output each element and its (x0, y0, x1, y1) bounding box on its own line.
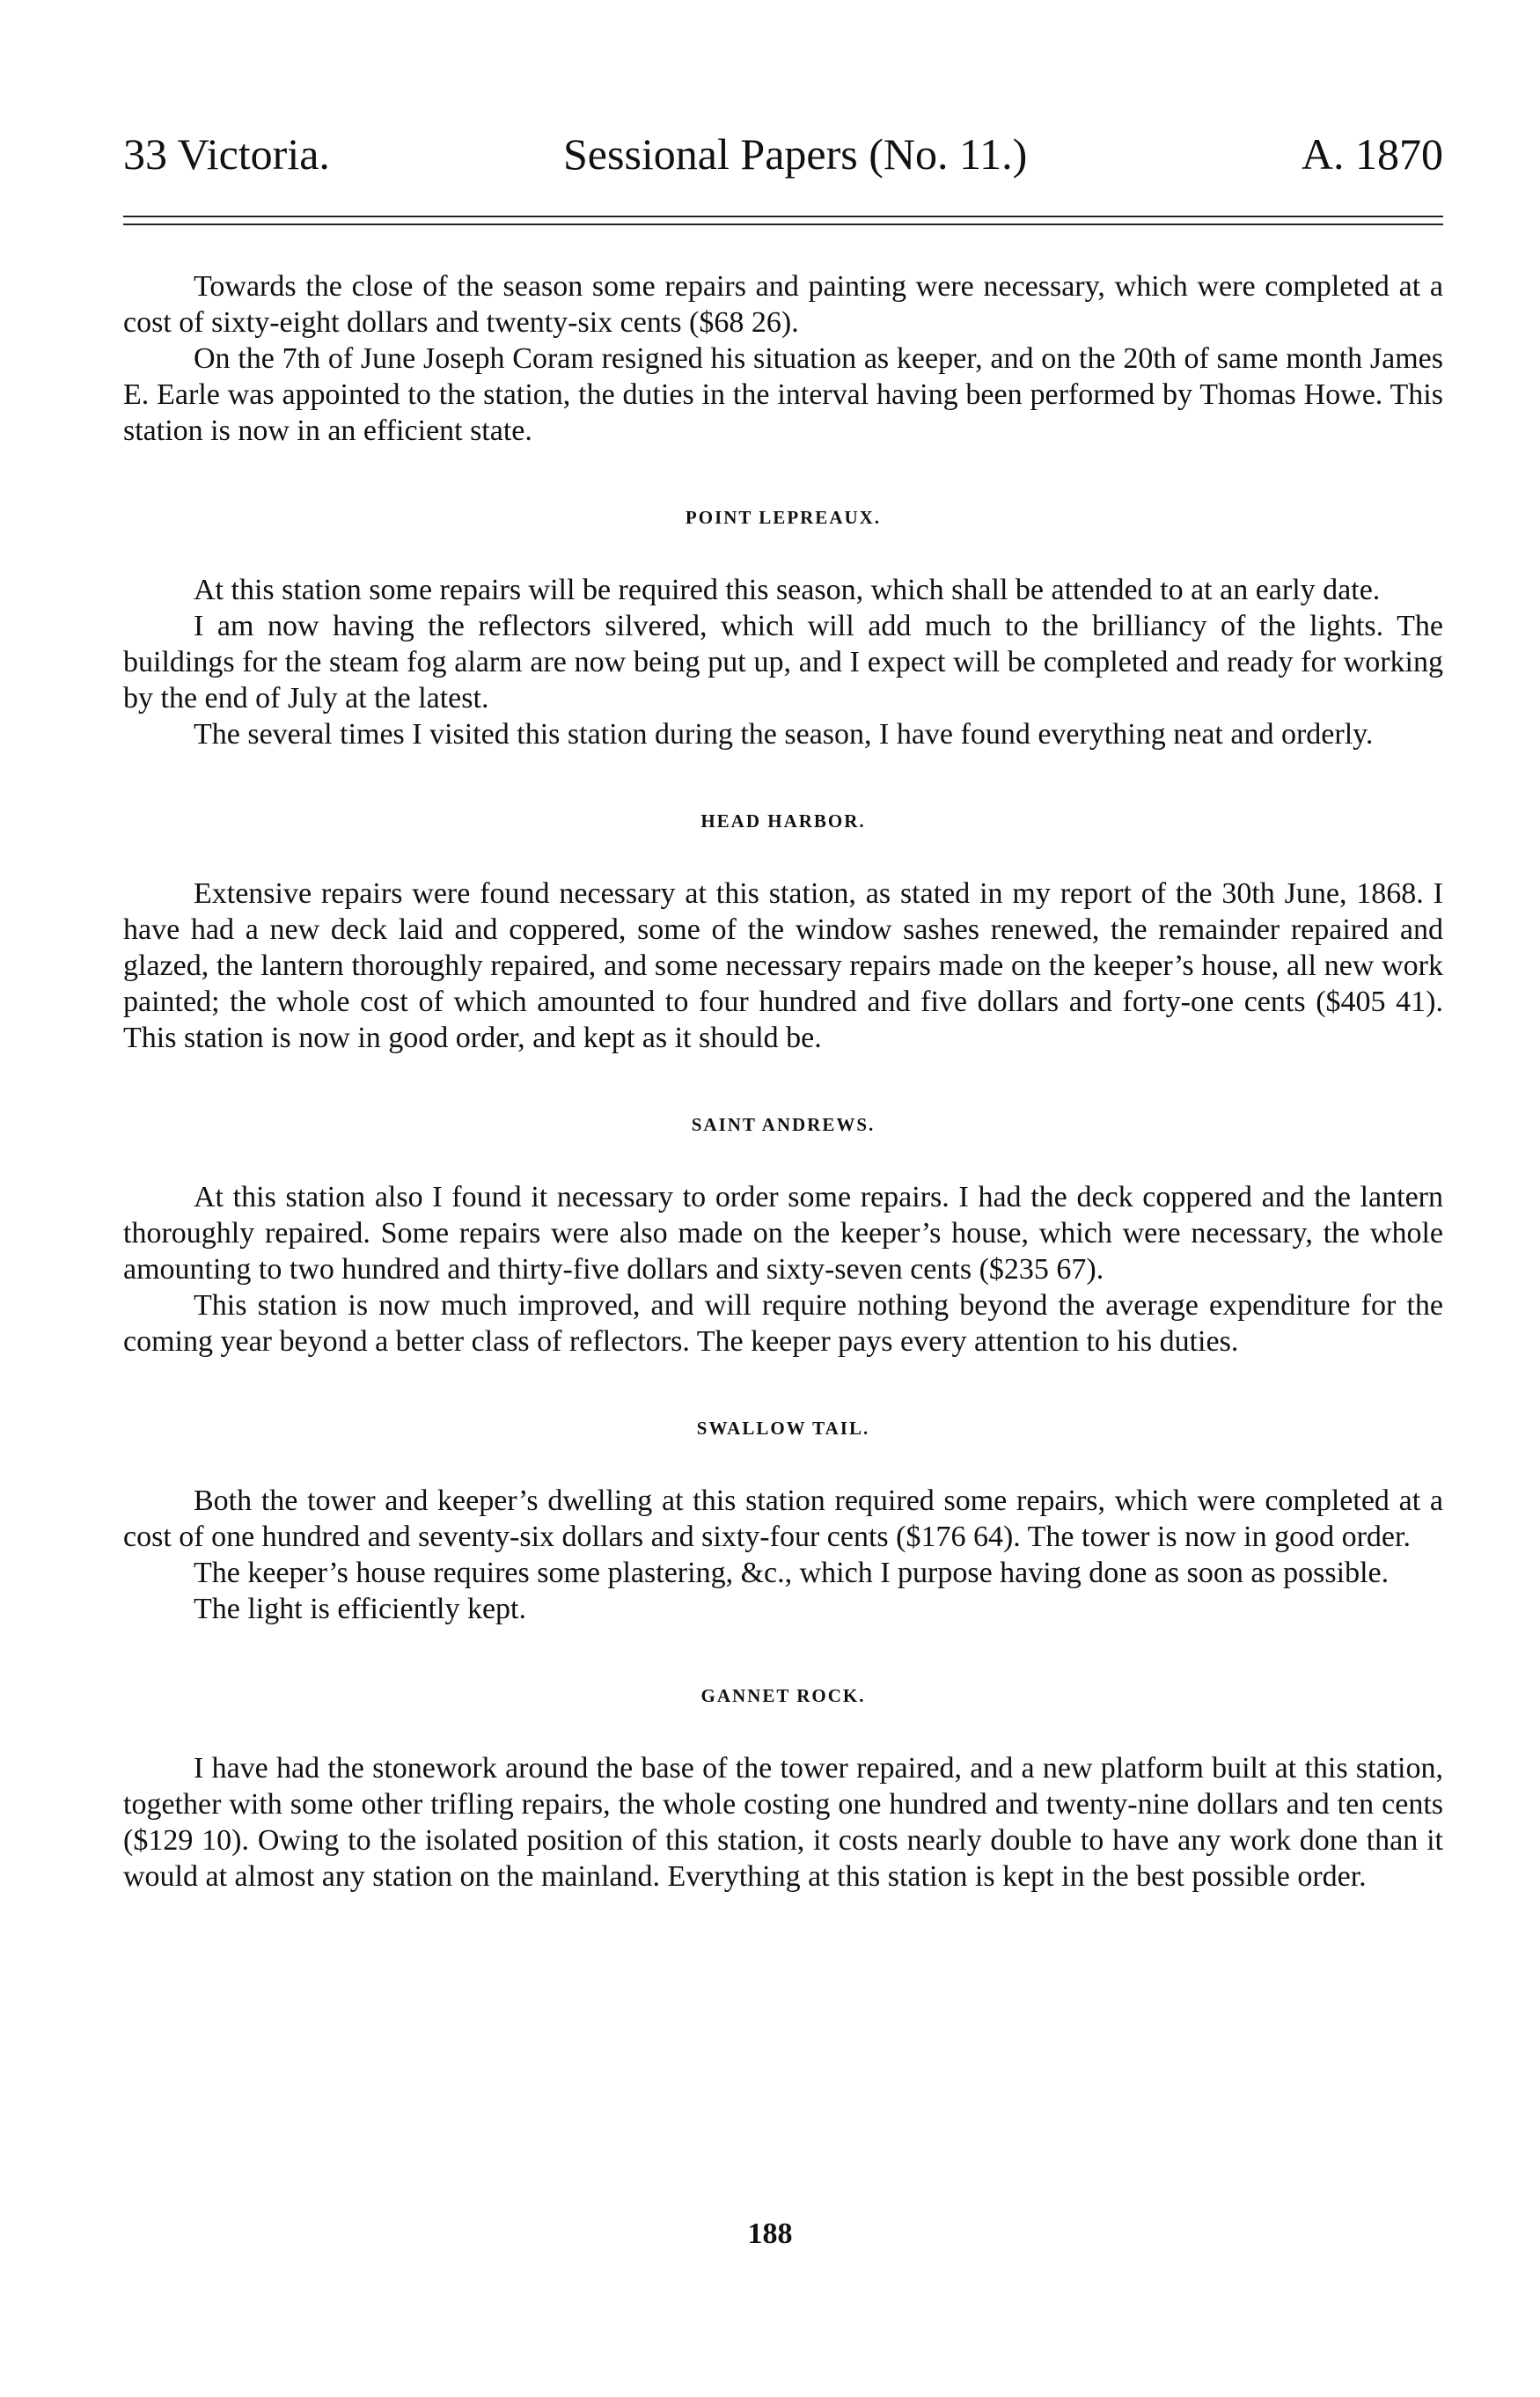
paragraph: The light is efficiently kept. (194, 1593, 527, 1625)
section-saint-andrews (123, 1112, 1443, 1360)
section-heading: SWALLOW TAIL. (696, 1418, 870, 1439)
page-number: 188 (747, 2217, 793, 2250)
header-title: Sessional Papers (No. 11.) (563, 129, 1028, 179)
section-swallow-tail (123, 1416, 1443, 1627)
paragraph: On the 7th of June Joseph Coram resigned his situation as keeper, and on the 20th of same month James E. Earle was appointed to the station, the duties in the interval having been performed by Thomas Howe. This station is now in an efficient state. (123, 342, 1443, 447)
section-gannet-rock (123, 1683, 1443, 1895)
header-rule-bottom (123, 224, 1443, 225)
section-heading: SAINT ANDREWS. (691, 1114, 876, 1135)
section-point-lepreaux (123, 505, 1443, 752)
section-heading: GANNET ROCK. (700, 1685, 866, 1706)
header-rule-top (123, 216, 1443, 217)
paragraph: At this station also I found it necessary to order some repairs. I had the deck coppered and the lantern thoroughly repaired. Some repairs were also made on the keeper’s house, which were necessary, the whole amounting to two hundred and thirty-five dollars and sixty-seven cents ($235 67). (123, 1181, 1443, 1286)
intro-section (123, 268, 1443, 449)
section-head-harbor (123, 809, 1443, 1056)
paragraph: This station is now much improved, and will require nothing beyond the average expenditure for the coming year beyond a better class of reflectors. The keeper pays every attention to his duties. (123, 1289, 1443, 1358)
running-header (123, 123, 1443, 185)
paragraph: Extensive repairs were found necessary at this station, as stated in my report of the 30th June, 1868. I have had a new deck laid and coppered, some of the window sashes renewed, the remainder repaired and glazed, the lantern thoroughly repaired, and some necessary repairs made on the keeper’s house, all new work painted; the whole cost of which amounted to four hundred and five dollars and forty-one cents ($405 41). This station is now in good order, and kept as it should be. (123, 877, 1443, 1054)
header-double-rule (123, 216, 1443, 225)
paragraph: The keeper’s house requires some plastering, &c., which I purpose having done as soon as possible. (194, 1557, 1390, 1589)
section-heading: HEAD HARBOR. (700, 810, 866, 832)
header-year: A. 1870 (1301, 129, 1443, 179)
paragraph: At this station some repairs will be required this season, which shall be attended to at an early date. (194, 574, 1381, 606)
page-body (123, 268, 1443, 1895)
header-session: 33 Victoria. (123, 129, 330, 179)
paragraph: Towards the close of the season some repairs and painting were necessary, which were completed at a cost of sixty-eight dollars and twenty-six cents ($68 26). (123, 270, 1443, 339)
paragraph: I am now having the reflectors silvered, which will add much to the brilliancy of the lights. The buildings for the steam fog alarm are now being put up, and I expect will be completed and ready for working by the end of July at the latest. (123, 610, 1443, 715)
section-heading: POINT LEPREAUX. (685, 507, 882, 528)
paragraph: Both the tower and keeper’s dwelling at this station required some repairs, which were completed at a cost of one hundred and seventy-six dollars and sixty-four cents ($176 64). The tower is now in good order. (123, 1484, 1443, 1553)
paragraph: The several times I visited this station during the season, I have found everything neat and orderly. (194, 718, 1374, 751)
paragraph: I have had the stonework around the base of the tower repaired, and a new platform built at this station, together with some other trifling repairs, the whole costing one hundred and twenty-nine dollars and ten cents ($129 10). Owing to the isolated position of this station, it costs nearly double to have any work done than it would at almost any station on the mainland. Everything at this station is kept in the best possible order. (123, 1752, 1443, 1893)
